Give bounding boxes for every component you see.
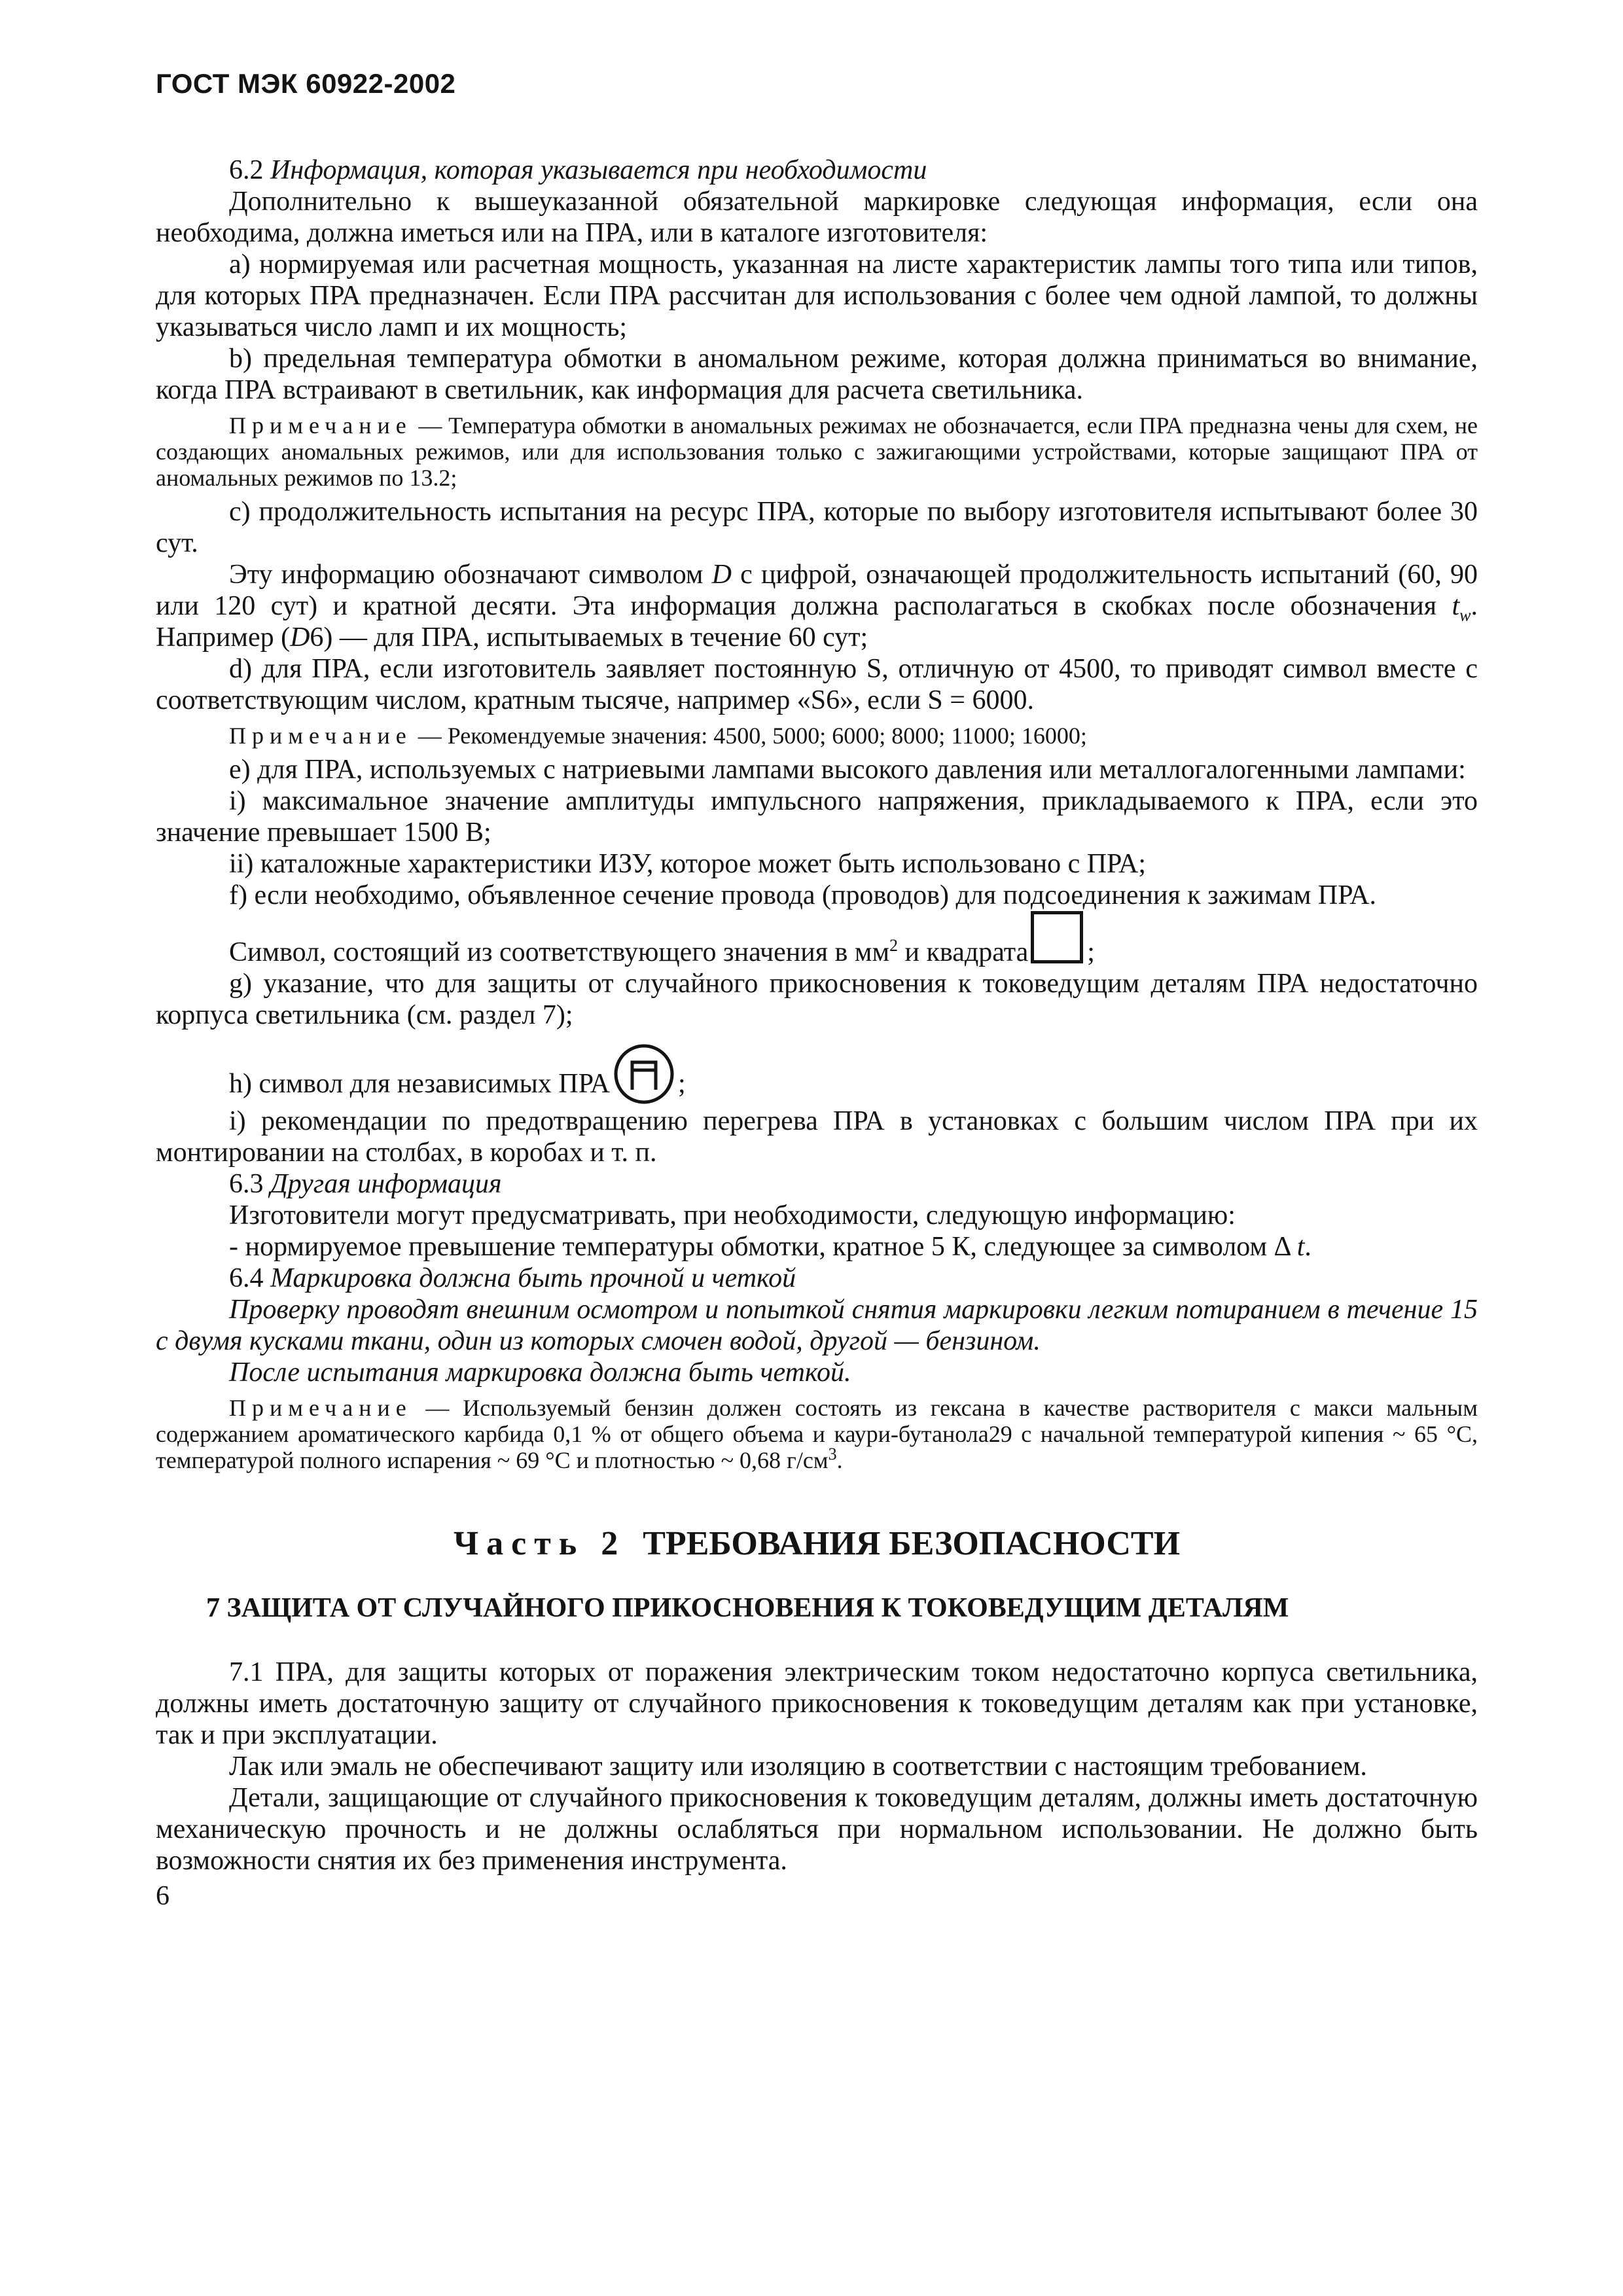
item-c-detail: Эту информацию обозначают символом D с цифрой, означающей продолжительность испытаний (60, 90 или 120 сут) и кратной десяти. Эта информация должна располагаться в скобках после обозначения $t_w$. Например (D6) — для ПРА, испытываемых в течение 60 сут; xyxy=(156,560,1478,653)
paragraph-intro: Дополнительно к вышеуказанной обязательной маркировке следующая информация, если она необходима, должна иметься или на ПРА, или в каталоге изготовителя: xyxy=(156,187,1478,248)
independent-ballast-symbol-icon xyxy=(613,1043,675,1105)
item-a: a) нормируемая или расчетная мощность, указанная на листе характеристик лампы того типа или типов, для которых ПРА предназначен. Если ПРА рассчитан для использования с более чем одной лампой, то должны указываться число ламп и их мощность; xyxy=(156,249,1478,342)
note-1 xyxy=(156,412,1478,491)
section-title: Информация, которая указывается при необходимости xyxy=(270,155,927,185)
section-6-2-heading xyxy=(156,154,1478,186)
section-7-p2: Лак или эмаль не обеспечивают защиту или изоляцию в соответствии с настоящим требованием. xyxy=(229,1751,1367,1782)
section-6-3-intro: Изготовители могут предусматривать, при необходимости, следующую информацию: xyxy=(229,1200,1236,1230)
check-procedure: Проверку проводят внешним осмотром и попыткой снятия маркировки легким потиранием в течение 15 с двумя кусками ткани, один из которых смочен водой, другой — бензином. xyxy=(156,1295,1478,1356)
square-symbol-icon xyxy=(1031,911,1083,963)
section-title: Маркировка должна быть прочной и четкой xyxy=(270,1263,796,1293)
item-g: g) указание, что для защиты от случайного прикосновения к токоведущим деталям ПРА недостаточно корпуса светильника (см. раздел 7); xyxy=(156,969,1478,1030)
note-text: — Рекомендуемые значения: 4500, 5000; 6000; 8000; 11000; 16000; xyxy=(412,723,1087,749)
part-heading: ТРЕБОВАНИЯ БЕЗОПАСНОСТИ xyxy=(643,1525,1181,1562)
note-2 xyxy=(156,723,1478,749)
page-body xyxy=(156,154,1478,1912)
section-6-3-heading xyxy=(156,1168,1478,1200)
note-text: — Температура обмотки в аномальных режимах не обозначается, если ПРА предназна чены для схем, не создающих аномальных режимов, или для использования только с зажигающими устройствами, которые защищают ПРА от аномальных режимов по 13.2; xyxy=(156,412,1478,491)
item-i: i) рекомендации по предотвращению перегрева ПРА в установках с большим числом ПРА при их монтировании на столбах, в коробах и т. п. xyxy=(156,1106,1478,1168)
section-number: 6.2 xyxy=(229,155,264,185)
note-label: Примечание xyxy=(229,723,412,749)
section-7-1: 7.1 ПРА, для защиты которых от поражения электрическим током недостаточно корпуса светильника, должны иметь достаточную защиту от случайного прикосновения к токоведущим деталям как при установке, так и при эксплуатации. xyxy=(156,1657,1478,1750)
note-text: — Используемый бензин должен состоять из гексана в качестве растворителя с макси мальным содержанием ароматического карбида 0,1 % от общего объема и каури-бутанола29 с начальной температурой кипения ~ 65 °C, температурой полного испарения ~ 69 °C и плотностью ~ 0,68 г/см xyxy=(156,1395,1478,1473)
item-e: e) для ПРА, используемых с натриевыми лампами высокого давления или металлогалогенными лампами: xyxy=(229,755,1466,785)
item-b: b) предельная температура обмотки в аномальном режиме, которая должна приниматься во внимание, когда ПРА встраивают в светильник, как информация для расчета светильника. xyxy=(156,344,1478,405)
section-title: Другая информация xyxy=(270,1169,502,1199)
section-7-p3: Детали, защищающие от случайного прикосновения к токоведущим деталям, должны иметь достаточную механическую прочность и не должны ослабляться при нормальном использовании. Не должно быть возможности снятия их без применения инструмента. xyxy=(156,1783,1478,1876)
check-result: После испытания маркировка должна быть четкой. xyxy=(229,1357,851,1388)
section-number: 6.3 xyxy=(229,1169,264,1199)
item-h: h) символ для независимых ПРА ; xyxy=(156,1043,1478,1105)
section-6-3-item: - нормируемое превышение температуры обмотки, кратное 5 К, следующее за символом Δ t. xyxy=(229,1232,1311,1262)
section-6-4-heading xyxy=(156,1263,1478,1294)
page-number: 6 xyxy=(156,1881,169,1911)
symbol-line: Символ, состоящий из соответствующего значения в $мм^2$ и квадрата ; xyxy=(156,911,1478,968)
section-number: 6.4 xyxy=(229,1263,264,1293)
item-f: f) если необходимо, объявленное сечение провода (проводов) для подсоединения к зажимам ПРА. xyxy=(229,880,1377,910)
part-label: Часть 2 xyxy=(453,1525,626,1562)
item-e-i: i) максимальное значение амплитуды импульсного напряжения, прикладываемого к ПРА, если это значение превышает 1500 В; xyxy=(156,786,1478,848)
item-c: c) продолжительность испытания на ресурс ПРА, которые по выбору изготовителя испытывают более 30 сут. xyxy=(156,497,1478,558)
document-header: ГОСТ МЭК 60922-2002 xyxy=(156,68,456,99)
note-label: Примечание xyxy=(229,412,412,439)
item-d: d) для ПРА, если изготовитель заявляет постоянную S, отличную от 4500, то приводят символ вместе с соответствующим числом, кратным тысяче, например «S6», если S = 6000. xyxy=(156,654,1478,715)
note-label: Примечание xyxy=(229,1395,412,1421)
note-3: Примечание — Используемый бензин должен состоять из гексана в качестве растворителя с макси мальным содержанием ароматического карбида 0,1 % от общего объема и каури-бутанола29 с начальной температурой кипения ~ 65 °C, температурой полного испарения ~ 69 °C и плотностью ~ 0,68 $г/см^3$. xyxy=(156,1395,1478,1473)
section-7-title: 7 ЗАЩИТА ОТ СЛУЧАЙНОГО ПРИКОСНОВЕНИЯ К ТОКОВЕДУЩИМ ДЕТАЛЯМ xyxy=(206,1593,1289,1623)
part-2-title xyxy=(156,1525,1478,1562)
item-e-ii: ii) каталожные характеристики ИЗУ, которое может быть использовано с ПРА; xyxy=(229,849,1147,879)
